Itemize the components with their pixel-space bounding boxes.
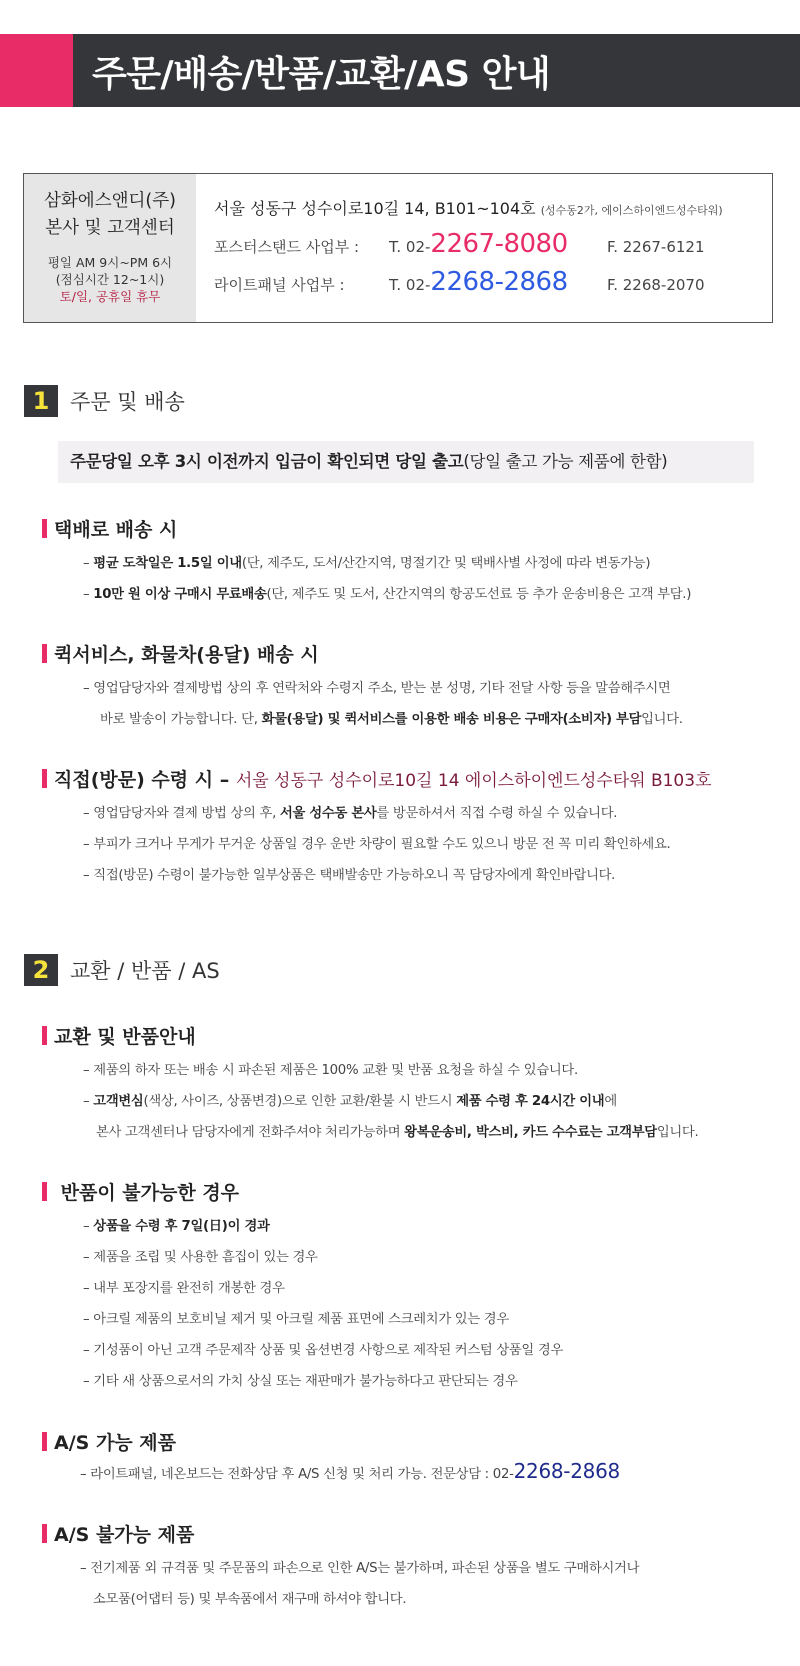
business-hours: 평일 AM 9시~PM 6시 (47, 255, 173, 270)
courier-heading: 택배로 배송 시 (42, 515, 177, 542)
pink-bar (42, 1524, 47, 1543)
pink-bar (42, 1432, 47, 1451)
fax-number: F. 2268-2070 (607, 276, 705, 294)
address-note: (성수동2가, 에이스하이엔드성수타워) (540, 204, 723, 217)
visit-heading: 직접(방문) 수령 시 – 서울 성동구 성수이로10길 14 에이스하이엔드성수타워 B103호 (42, 765, 712, 792)
no-return-heading: 반품이 불가능한 경우 (42, 1178, 239, 1205)
list-item: – 평균 도착일은 1.5일 이내(단, 제주도, 도서/산간지역, 명절기간 및 택배사별 사정에 따라 변동가능) (83, 556, 651, 571)
section-title: 주문 및 배송 (70, 390, 185, 414)
quick-heading: 퀵서비스, 화물차(용달) 배송 시 (42, 640, 319, 667)
list-item: – 영업담당자와 결제방법 상의 후 연락처와 수령지 주소, 받는 분 성명, 기타 전달 사항 등을 말씀해주시면 (83, 681, 671, 696)
pink-bar (42, 769, 47, 788)
as-available-heading: A/S 가능 제품 (42, 1428, 176, 1455)
pink-bar (42, 644, 47, 663)
page-title: 주문/배송/반품/교환/AS 안내 (92, 54, 551, 95)
company-name: 삼화에스앤디(주) (44, 191, 176, 211)
as-phone-number[interactable]: 2268-2868 (513, 1459, 620, 1483)
company-panel (24, 174, 196, 322)
header-accent (0, 34, 73, 107)
list-item: – 내부 포장지를 완전히 개봉한 경우 (83, 1281, 285, 1296)
section-1-heading (24, 385, 185, 417)
lunch-hours: (점심시간 12~1시) (55, 272, 165, 287)
pink-bar (42, 519, 47, 538)
section-number: 1 (24, 385, 58, 417)
as-unavailable-heading: A/S 불가능 제품 (42, 1520, 194, 1547)
list-item: – 제품을 조립 및 사용한 흠집이 있는 경우 (83, 1250, 318, 1265)
company-info-box (23, 173, 773, 323)
section-title: 교환 / 반품 / AS (70, 959, 220, 983)
pink-bar (42, 1026, 47, 1045)
list-item: – 부피가 크거나 무게가 무거운 상품일 경우 운반 차량이 필요할 수도 있으니 방문 전 꼭 미리 확인하세요. (83, 837, 671, 852)
list-item: – 아크릴 제품의 보호비닐 제거 및 아크릴 제품 표면에 스크레치가 있는 경우 (83, 1312, 509, 1327)
contact-row-lightpanel (214, 267, 705, 297)
section-2-heading (24, 954, 220, 986)
list-item: – 고객변심(색상, 사이즈, 상품변경)으로 인한 교환/환불 시 반드시 제품 수령 후 24시간 이내에 (83, 1094, 617, 1109)
list-item: – 기타 새 상품으로서의 가치 상실 또는 재판매가 불가능하다고 판단되는 경우 (83, 1374, 518, 1389)
list-item-cont: 소모품(어댑터 등) 및 부속품에서 재구매 하셔야 합니다. (93, 1592, 407, 1607)
division-label: 라이트패널 사업부 : (214, 276, 345, 294)
exchange-heading: 교환 및 반품안내 (42, 1022, 196, 1049)
page-header (0, 34, 800, 107)
list-item-cont: 본사 고객센터나 담당자에게 전화주셔야 처리가능하며 왕복운송비, 박스비, 카드 수수료는 고객부담입니다. (96, 1125, 699, 1140)
company-center: 본사 및 고객센터 (45, 218, 175, 238)
list-item: – 제품의 하자 또는 배송 시 파손된 제품은 100% 교환 및 반품 요청을 하실 수 있습니다. (83, 1063, 578, 1078)
fax-number: F. 2267-6121 (607, 238, 705, 256)
company-address: 서울 성동구 성수이로10길 14, B101~104호 (성수동2가, 에이스하이엔드성수타워) (214, 199, 723, 218)
holiday-notice: 토/일, 공휴일 휴무 (59, 289, 161, 304)
visit-address: 서울 성동구 성수이로10길 14 에이스하이엔드성수타워 B103호 (235, 771, 712, 791)
list-item: – 직접(방문) 수령이 불가능한 일부상품은 택배발송만 가능하오니 꼭 담당자에게 확인바랍니다. (83, 868, 616, 883)
division-label: 포스터스탠드 사업부 : (214, 238, 360, 256)
list-item: – 10만 원 이상 구매시 무료배송(단, 제주도 및 도서, 산간지역의 항공도선료 등 추가 운송비용은 고객 부담.) (83, 587, 692, 602)
list-item: – 라이트패널, 네온보드는 전화상담 후 A/S 신청 및 처리 가능. 전문상담 : 02-2268-2868 (80, 1459, 620, 1483)
list-item: – 기성품이 아닌 고객 주문제작 상품 및 옵션변경 사항으로 제작된 커스텀 상품일 경우 (83, 1343, 563, 1358)
list-item: – 영업담당자와 결제 방법 상의 후, 서울 성수동 본사를 방문하셔서 직접 수령 하실 수 있습니다. (83, 806, 618, 821)
phone-number[interactable]: T. 02-2267-8080 (389, 229, 568, 259)
list-item-cont: 바로 발송이 가능합니다. 단, 화물(용달) 및 퀵서비스를 이용한 배송 비용은 구매자(소비자) 부담입니다. (100, 712, 683, 727)
list-item: – 상품을 수령 후 7일(日)이 경과 (83, 1219, 270, 1234)
list-item: – 전기제품 외 규격품 및 주문품의 파손으로 인한 A/S는 불가하며, 파손된 상품을 별도 구매하시거나 (80, 1561, 640, 1576)
contact-row-poster (214, 229, 705, 259)
same-day-shipping-notice: 주문당일 오후 3시 이전까지 입금이 확인되면 당일 출고(당일 출고 가능 제품에 한함) (58, 441, 754, 483)
phone-number[interactable]: T. 02-2268-2868 (389, 267, 568, 297)
pink-bar (42, 1182, 47, 1201)
section-number: 2 (24, 954, 58, 986)
